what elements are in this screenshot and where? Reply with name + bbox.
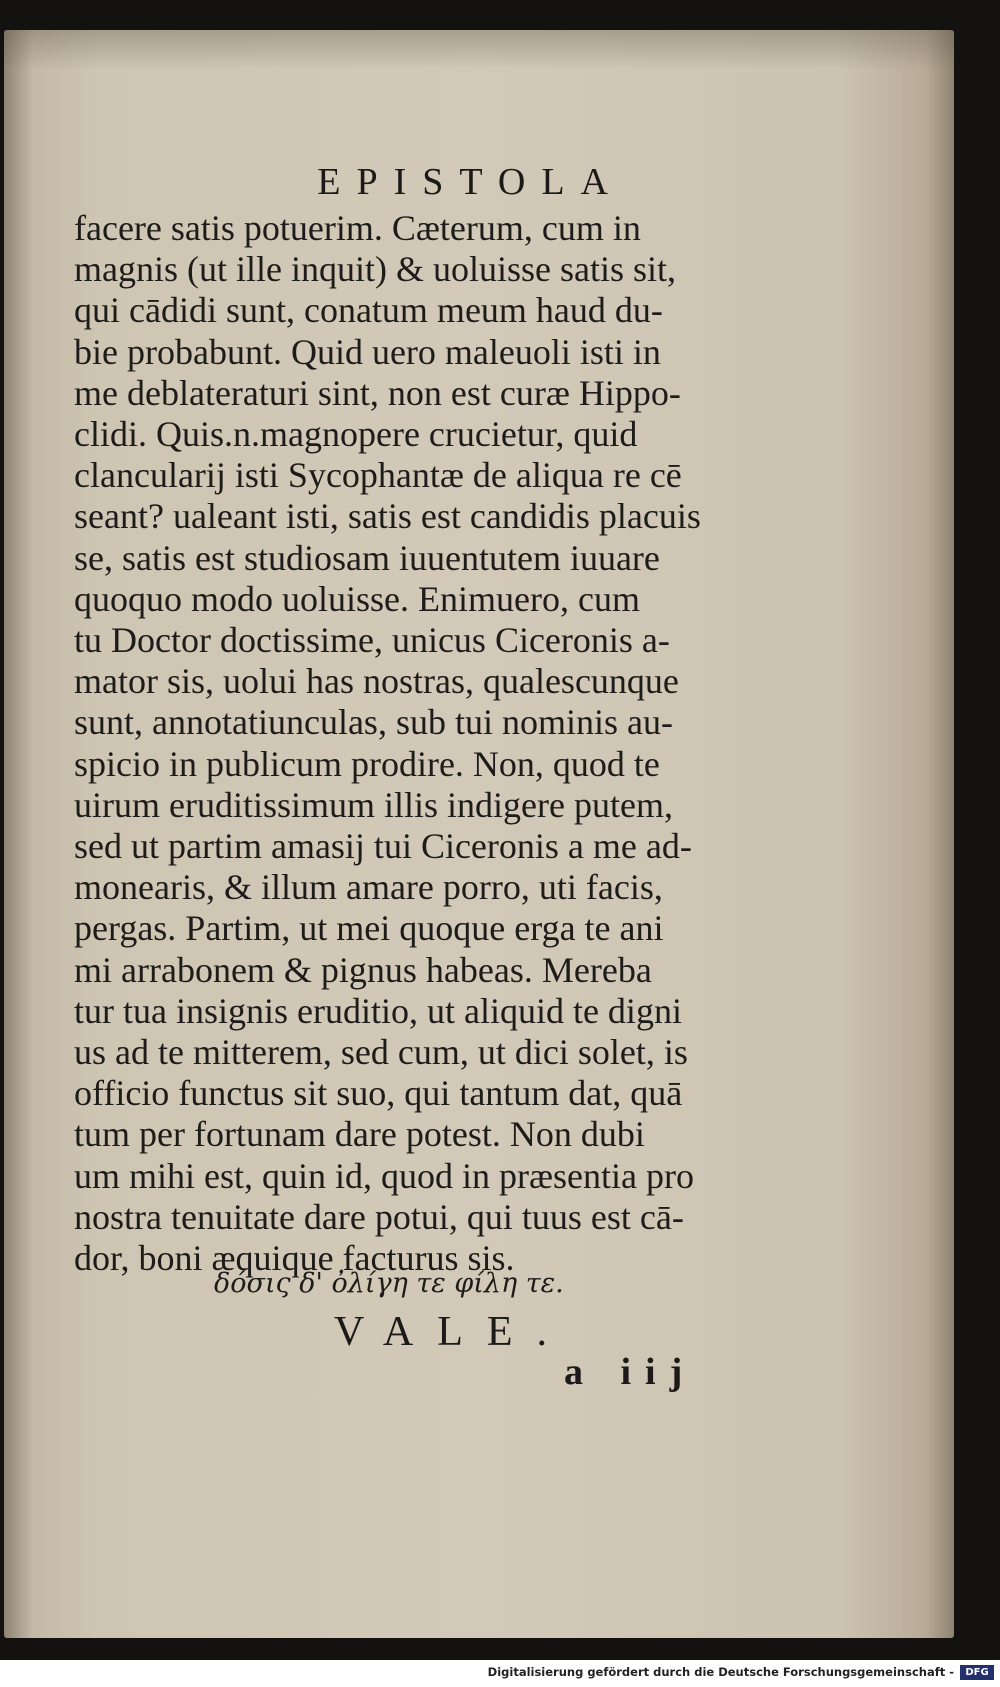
closing-vale: VALE.: [334, 1309, 572, 1355]
text-line: se, satis est studiosam iuuentutem iuuare: [74, 537, 660, 578]
footer-credit: Digitalisierung gefördert durch die Deutsche Forschungsgemeinschaft -: [487, 1665, 954, 1679]
text-line: facere satis potuerim. Cæterum, cum in: [74, 208, 641, 248]
text-line: dor, boni æquique facturus sis.: [74, 1238, 515, 1279]
text-line: sed ut partim amasij tui Ciceronis a me ad-: [74, 826, 692, 867]
text-line: tu Doctor doctissime, unicus Ciceronis a-: [74, 620, 670, 661]
text-line: uirum eruditissimum illis indigere putem,: [74, 784, 673, 825]
text-line: mator sis, uolui has nostras, qualescunque: [74, 661, 679, 702]
text-line: pergas. Partim, ut mei quoque erga te ani: [74, 908, 664, 949]
text-line: seant? ualeant isti, satis est candidis placuis: [74, 496, 701, 537]
greek-motto: δόσις δ' ὀλίγη τε φίλη τε.: [214, 1268, 564, 1299]
text-line: clancularij isti Sycophantæ de aliqua re cē: [74, 455, 682, 496]
running-head: EPISTOLA: [317, 161, 624, 203]
text-line: sunt, annotatiunculas, sub tui nominis au-: [74, 702, 673, 743]
text-line: us ad te mitterem, sed cum, ut dici solet, is: [74, 1032, 688, 1073]
book-page: [4, 30, 954, 1638]
text-line: officio functus sit suo, qui tantum dat, quā: [74, 1073, 683, 1114]
body-text: [74, 208, 739, 1279]
digitization-footer: [0, 1662, 1000, 1687]
signature-mark: a iij: [564, 1351, 697, 1393]
text-line: quoquo modo uoluisse. Enimuero, cum: [74, 578, 640, 619]
text-line: me deblateraturi sint, non est curæ Hippo-: [74, 372, 681, 413]
text-line: tum per fortunam dare potest. Non dubi: [74, 1114, 645, 1155]
text-line: bie probabunt. Quid uero maleuoli isti in: [74, 331, 661, 372]
text-line: nostra tenuitate dare potui, qui tuus est cā-: [74, 1196, 684, 1237]
text-line: clidi. Quis.n.magnopere crucietur, quid: [74, 414, 638, 455]
text-line: mi arrabonem & pignus habeas. Mereba: [74, 949, 652, 990]
text-line: tur tua insignis eruditio, ut aliquid te digni: [74, 990, 682, 1031]
dfg-logo: DFG: [960, 1665, 994, 1680]
text-line: monearis, & illum amare porro, uti facis,: [74, 867, 663, 908]
text-line: spicio in publicum prodire. Non, quod te: [74, 743, 660, 784]
text-line: magnis (ut ille inquit) & uoluisse satis sit,: [74, 249, 676, 290]
text-line: um mihi est, quin id, quod in præsentia pro: [74, 1155, 694, 1196]
text-line: qui cādidi sunt, conatum meum haud du-: [74, 290, 663, 331]
